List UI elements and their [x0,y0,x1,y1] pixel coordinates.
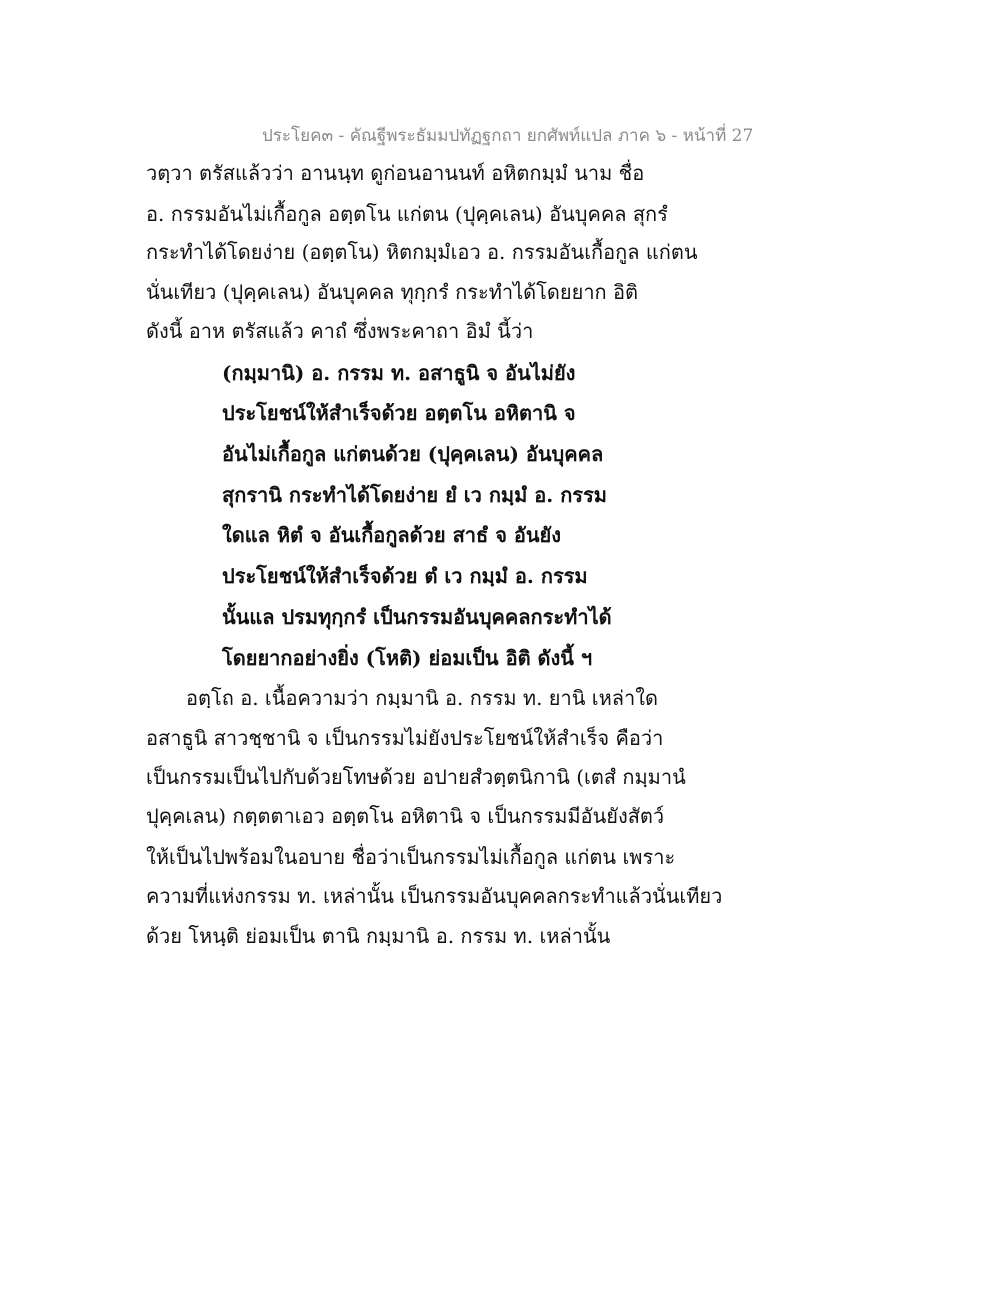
text-line: ความที่แห่งกรรม ท. เหล่านั้น เป็นกรรมอันบุคคลกระทำแล้วนั่นเทียว [146,884,723,908]
text-line: ด้วย โหนฺติ ย่อมเป็น ตานิ กมฺมานิ อ. กรรม ท. เหล่านั้น [146,924,611,948]
text-line: นั่นเทียว (ปุคฺคเลน) อันบุคคล ทุกฺกรํ กระทำได้โดยยาก อิติ [146,280,639,304]
verse-line: ใดแล หิตํ จ อันเกื้อกูลด้วย สาธํ จ อันยัง [222,523,562,547]
text-line: ปุคฺคเลน) กตฺตตาเอว อตฺตโน อหิตานิ จ เป็นกรรมมีอันยังสัตว์ [146,804,665,828]
verse-line: โดยยากอย่างยิ่ง (โหติ) ย่อมเป็น อิติ ดังนี้ ฯ [222,646,593,670]
text-line: อตฺโถ อ. เนื้อความว่า กมฺมานิ อ. กรรม ท. ยานิ เหล่าใด [186,686,659,710]
verse-line: ประโยชน์ให้สำเร็จด้วย ตํ เว กมฺมํ อ. กรรม [222,564,588,588]
verse-line: นั้นแล ปรมทุกฺกรํ เป็นกรรมอันบุคคลกระทำได้ [222,605,612,629]
verse-line: ประโยชน์ให้สำเร็จด้วย อตฺตโน อหิตานิ จ [222,401,576,425]
text-line: อ. กรรมอันไม่เกื้อกูล อตฺตโน แก่ตน (ปุคฺคเลน) อันบุคคล สุกรํ [146,202,668,226]
verse-line: สุกรานิ กระทำได้โดยง่าย ยํ เว กมฺมํ อ. กรรม [222,483,607,507]
text-line: ดังนี้ อาห ตรัสแล้ว คาถํ ซึ่งพระคาถา อิมํ นี้ว่า [146,319,534,343]
verse-line: (กมฺมานิ) อ. กรรม ท. อสาธูนิ จ อันไม่ยัง [222,361,576,385]
page-header: ประโยค๓ - คัณฐีพระธัมมปทัฏฐกถา ยกศัพท์แปล ภาค ๖ - หน้าที่ 27 [262,126,754,146]
text-line: กระทำได้โดยง่าย (อตฺตโน) หิตกมฺมํเอว อ. กรรมอันเกื้อกูล แก่ตน [146,240,698,264]
text-line: อสาธูนิ สาวชฺชานิ จ เป็นกรรมไม่ยังประโยชน์ให้สำเร็จ คือว่า [146,726,664,750]
text-line: เป็นกรรมเป็นไปกับด้วยโทษด้วย อปายสํวตฺตนิกานิ (เตสํ กมฺมานํ [146,765,686,789]
text-line: ให้เป็นไปพร้อมในอบาย ชื่อว่าเป็นกรรมไม่เกื้อกูล แก่ตน เพราะ [146,845,676,869]
text-line: วตฺวา ตรัสแล้วว่า อานนฺท ดูก่อนอานนท์ อหิตกมฺมํ นาม ชื่อ [146,161,645,185]
verse-line: อันไม่เกื้อกูล แก่ตนด้วย (ปุคฺคเลน) อันบุคคล [222,442,604,466]
